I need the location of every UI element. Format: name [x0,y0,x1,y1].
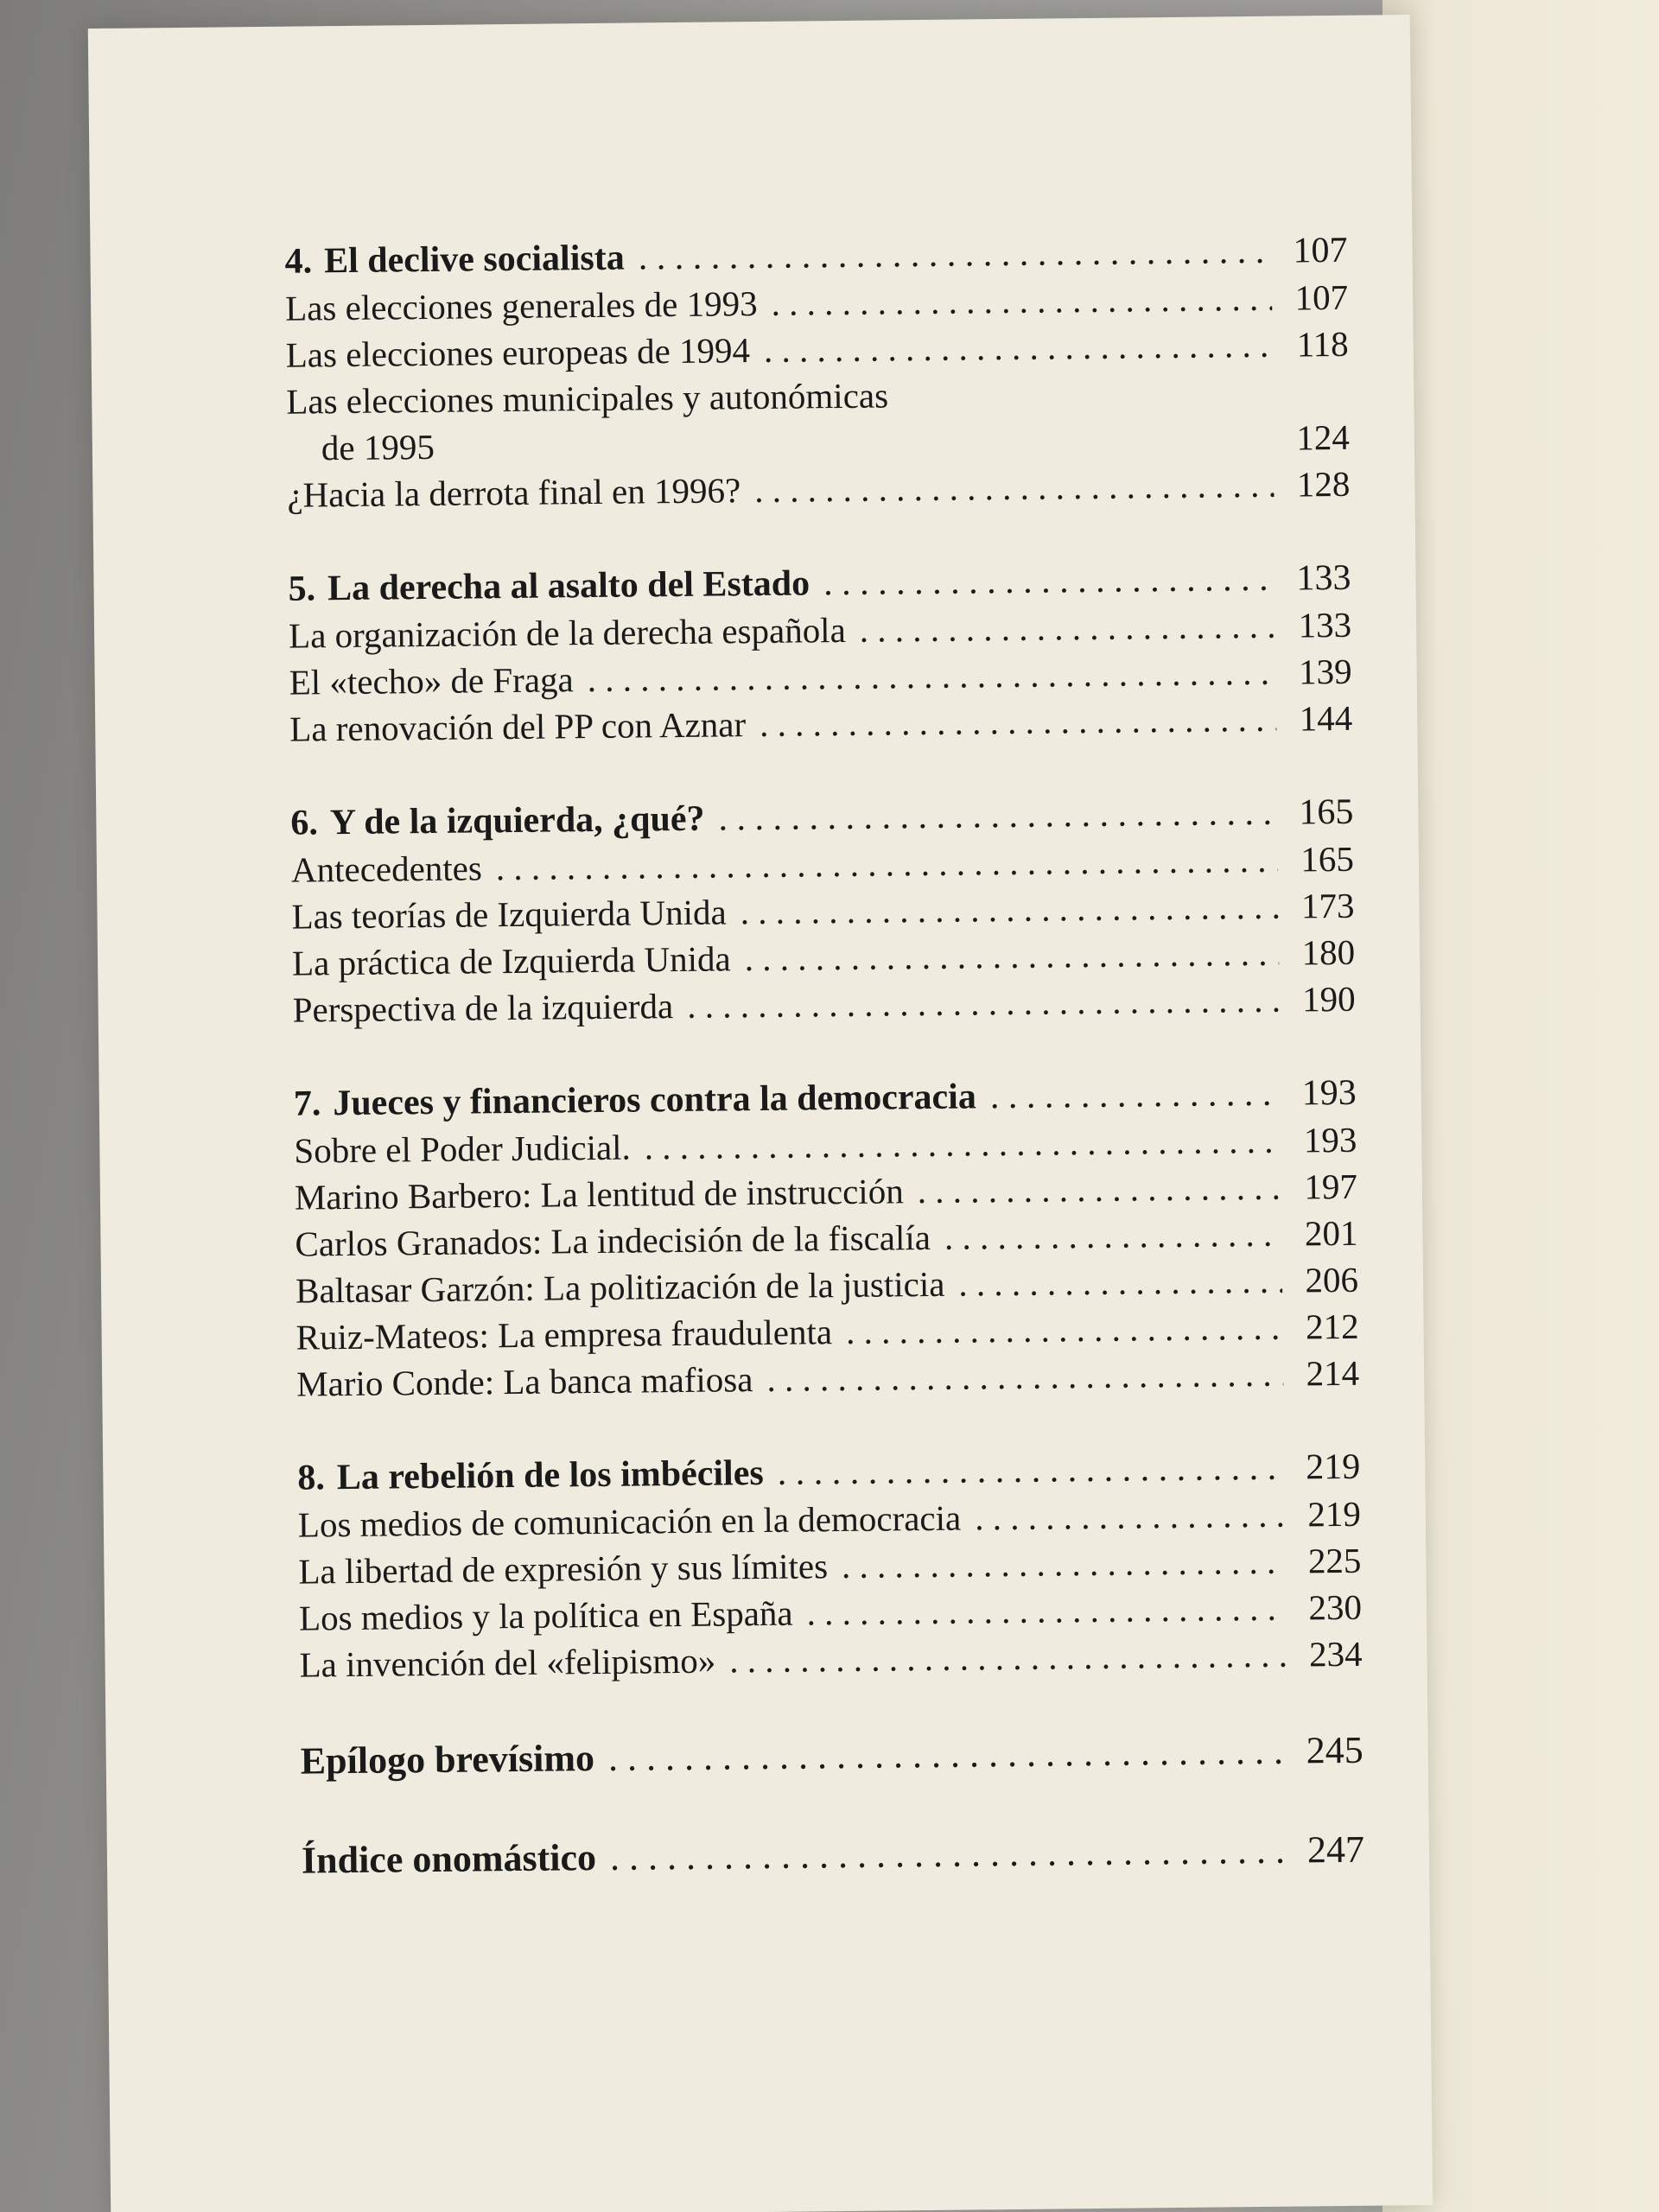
leader-dots [608,1726,1287,1784]
leader-dots [917,1164,1281,1214]
toc-section-8 [297,1444,1363,1688]
item-title: Marino Barbero: La lentitud de instrucción [294,1171,904,1217]
leader-dots [846,1304,1283,1355]
chapter-number: 6. [290,803,319,843]
toc-item [296,1350,1359,1408]
chapter-title: El declive socialista [323,238,625,282]
toc-section-4 [284,227,1350,518]
epilogue-title: Epílogo brevísimo [300,1737,595,1783]
toc-item [287,461,1350,518]
leader-dots [760,696,1277,747]
toc-section-7 [294,1070,1360,1408]
page-number: 165 [1299,791,1354,833]
chapter-number: 4. [284,241,313,282]
item-title: La renovación del PP con Aznar [289,704,747,749]
item-title: Carlos Granados: La indecisión de la fiscalía [295,1217,931,1264]
leader-dots [729,1631,1287,1684]
leader-dots [771,275,1272,327]
item-title-continuation: de 1995 [321,426,435,468]
page-number: 245 [1306,1728,1363,1772]
page-number: 107 [1293,230,1348,271]
leader-dots [975,1491,1285,1541]
item-title: Los medios y la política en España [298,1592,793,1638]
item-title: La libertad de expresión y sus límites [298,1546,829,1592]
page-number: 180 [1301,931,1356,973]
page-number: 214 [1306,1352,1360,1394]
page-number: 212 [1305,1306,1359,1347]
item-title: Antecedentes [290,848,483,890]
leader-dots [842,1538,1286,1589]
leader-dots [644,1117,1281,1171]
page-number: 133 [1296,557,1351,599]
leader-dots [990,1071,1281,1121]
item-title: Ruiz-Mateos: La empresa fraudulenta [296,1312,833,1357]
page-number: 124 [1296,416,1351,458]
chapter-number: 7. [293,1084,321,1124]
toc-item [299,1630,1362,1688]
leader-dots [744,930,1279,982]
chapter-title: Y de la izquierda, ¿qué? [329,798,705,843]
leader-dots [859,602,1275,653]
item-title: La invención del «felipismo» [299,1640,716,1685]
page-number: 197 [1304,1166,1358,1207]
item-title: El «techo» de Fraga [289,659,574,702]
item-title: Mario Conde: La banca mafiosa [296,1359,753,1404]
toc-section-5 [288,555,1352,753]
item-title: La organización de la derecha española [288,609,847,656]
page-number: 225 [1307,1540,1362,1581]
leader-dots [766,1351,1283,1402]
chapter-title: La derecha al asalto del Estado [327,563,810,609]
toc-epilogue [300,1725,1363,1788]
chapter-number: 8. [297,1458,326,1498]
page-number: 247 [1306,1827,1365,1872]
leader-dots [687,976,1280,1029]
table-of-contents [284,227,1364,1935]
index-title: Índice onomástico [301,1836,597,1882]
leader-dots [754,461,1274,513]
leader-dots [958,1257,1282,1307]
index-entry [302,1824,1365,1887]
chapter-number: 5. [288,569,316,609]
page-number: 230 [1308,1586,1363,1628]
leader-dots [777,1445,1284,1497]
page-number: 193 [1301,1072,1357,1114]
item-title: Baltasar Garzón: La politización de la justicia [295,1263,945,1311]
chapter-title: Jueces y financieros contra la democracia [333,1077,977,1124]
page-number: 193 [1303,1119,1357,1160]
toc-index [302,1824,1365,1887]
leader-dots [806,1585,1286,1637]
leader-dots [740,883,1278,936]
leader-dots [496,836,1279,891]
item-title: Perspectiva de la izquierda [292,986,674,1030]
page-number: 165 [1300,838,1355,880]
page-number: 190 [1301,978,1356,1020]
item-title: La práctica de Izquierda Unida [291,938,731,983]
page-number: 173 [1300,885,1355,926]
toc-item [292,976,1355,1033]
epilogue-entry [300,1725,1363,1788]
page-number: 133 [1298,604,1352,645]
page-number: 107 [1294,276,1349,318]
item-title: Los medios de comunicación en la democracia [297,1497,962,1545]
page-number: 219 [1307,1493,1362,1535]
page-number: 139 [1298,651,1352,692]
toc-section-6 [290,789,1356,1033]
leader-dots [764,321,1273,373]
leader-dots [610,1825,1289,1884]
toc-item [289,695,1352,753]
item-title: Las elecciones europeas de 1994 [285,330,751,375]
page-number: 201 [1304,1212,1358,1254]
item-title: Las elecciones municipales y autonómicas [286,375,889,422]
leader-dots [587,649,1275,702]
page-number: 206 [1305,1259,1359,1300]
item-title: ¿Hacia la derrota final en 1996? [287,470,741,515]
page-number: 234 [1308,1633,1363,1675]
item-title: Sobre el Poder Judicial. [294,1127,632,1171]
leader-dots [718,790,1277,842]
leader-dots [823,556,1275,607]
page-number: 128 [1296,463,1351,505]
page-number: 118 [1296,323,1349,365]
chapter-title: La rebelión de los imbéciles [336,1452,764,1498]
page-number: 144 [1299,697,1353,739]
leader-dots [944,1211,1282,1261]
page-number: 219 [1306,1446,1361,1488]
item-title: Las elecciones generales de 1993 [284,283,758,328]
leader-dots [638,228,1271,282]
book-page [88,15,1433,2212]
item-title: Las teorías de Izquierda Unida [291,892,727,937]
